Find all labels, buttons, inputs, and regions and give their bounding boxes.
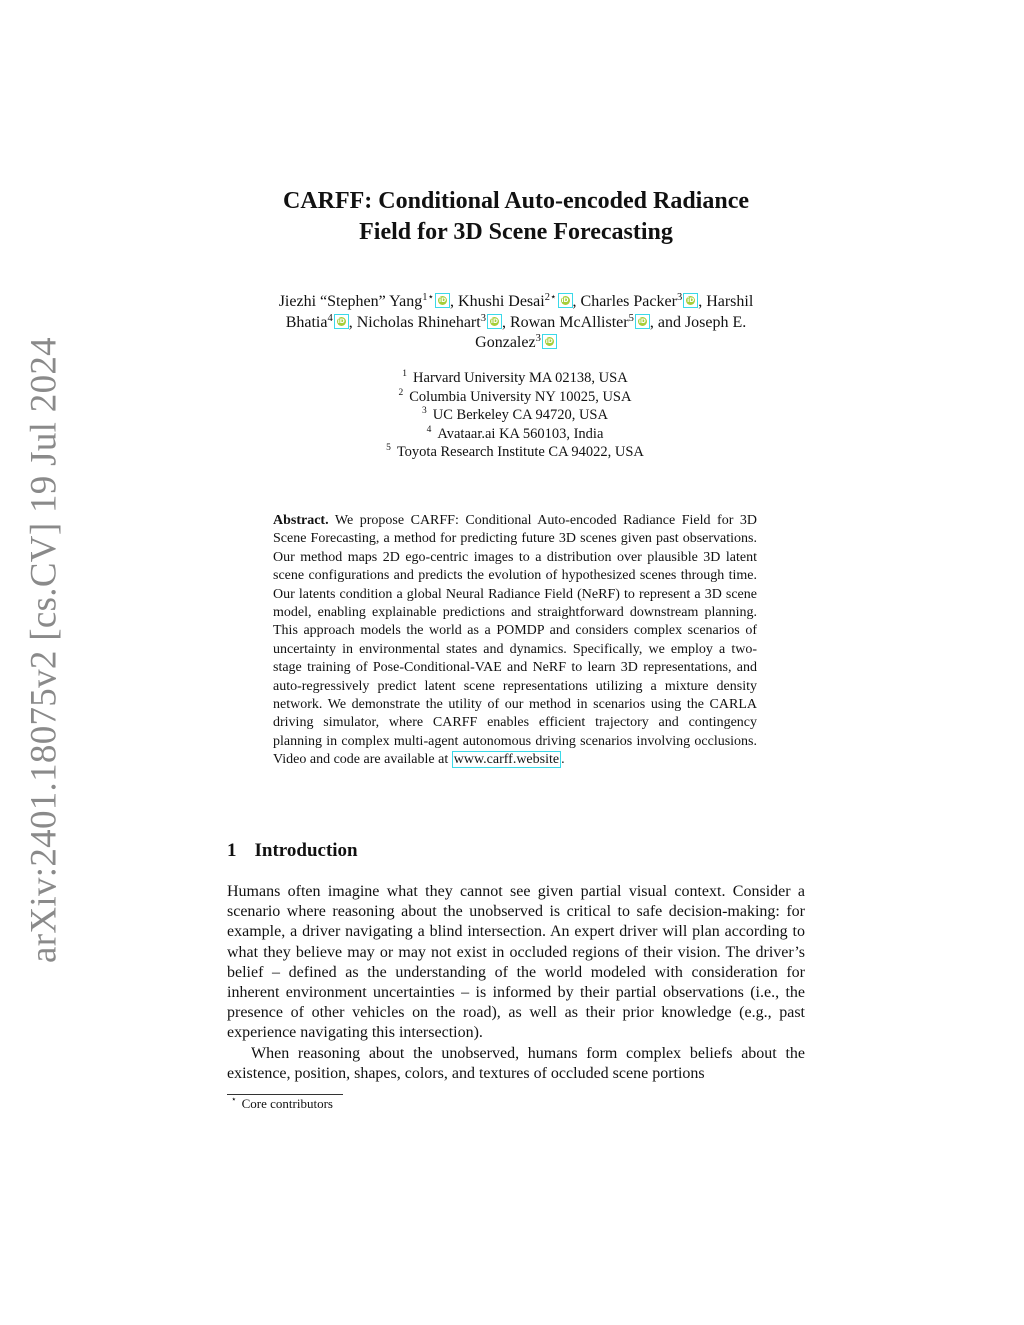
footnote <box>231 1096 333 1112</box>
orcid-label: iD <box>561 297 569 304</box>
orcid-icon[interactable] <box>635 314 650 329</box>
author-4-sup: 4 <box>327 312 333 324</box>
affiliation-text: UC Berkeley CA 94720, USA <box>432 407 608 423</box>
author-5: , Nicholas Rhinehart <box>348 313 481 331</box>
abstract-label: Abstract. <box>273 513 329 528</box>
affiliation-text: Columbia University NY 10025, USA <box>409 388 632 405</box>
abstract-end: . <box>561 752 565 768</box>
footnote-text: Core contributors <box>241 1096 333 1111</box>
author-2: , Khushi Desai <box>450 293 545 310</box>
title-line-1: CARFF: Conditional Auto-encoded Radiance <box>282 188 750 214</box>
affiliation <box>300 406 730 425</box>
section-title: Introduction <box>254 840 358 861</box>
author-list <box>236 292 796 354</box>
affiliation <box>300 388 730 407</box>
author-4: , Harshil <box>698 293 754 310</box>
affiliation-num: 1 <box>402 369 408 379</box>
author-4-cont: Bhatia <box>285 313 328 331</box>
affiliation-text: Avataar.ai KA 560103, India <box>437 425 604 442</box>
affiliation-num: 4 <box>426 424 432 435</box>
affiliation <box>300 425 730 444</box>
author-7-sup: 3 <box>535 333 541 344</box>
author-5-sup: 3 <box>480 312 486 324</box>
paragraph: Humans often imagine what they cannot see given partial visual context. Consider a scenario where reasoning about the unobserved is critical to safe decision-making: for example, a driver navigating a blind intersection. An expert driver will plan according to what they believe may or may not exist in occluded regions of their vision. The driver’s belief – defined as the understanding of the world modeled with consideration for inherent environment uncertainties – is informed by their partial observations (i.e., the presence of other vehicles on the road), as well as their prior knowledge (e.g., past experience navigating this intersection). <box>227 883 805 1042</box>
orcid-icon[interactable] <box>558 293 573 308</box>
orcid-label: iD <box>337 317 345 325</box>
author-6-sup: 5 <box>628 312 634 324</box>
author-2-sup: 2⋆ <box>544 292 557 303</box>
title-line-2: Field for 3D Scene Forecasting <box>359 219 673 245</box>
affiliation-text: Harvard University MA 02138, USA <box>413 370 628 386</box>
abstract <box>273 512 757 770</box>
affiliation-num: 3 <box>422 406 427 416</box>
website-link[interactable]: www.carff.website <box>453 752 560 768</box>
footnote-mark: ⋆ <box>231 1094 237 1104</box>
affiliation-text: Toyota Research Institute CA 94022, USA <box>396 444 644 460</box>
orcid-label: iD <box>638 317 646 325</box>
orcid-label: iD <box>439 297 447 304</box>
abstract-text: We propose CARFF: Conditional Auto-encoded Radiance Field for 3D Scene Forecasting, a method for predicting future 3D scenes given past observations. Our method maps 2D ego-centric images to a distribution over plausible 3D latent scene configurations and predicts the evolution of hypothesized scenes through time. Our latents condition a global Neural Radiance Field (NeRF) to represent a 3D scene model, enabling explainable predictions and straightforward downstream planning. This approach models the world as a POMDP and considers complex scenarios of uncertainty in environmental states and dynamics. Specifically, we employ a two-stage training of Pose-Conditional-VAE and NeRF to learn 3D representations, and auto-regressively predict latent scene representations utilizing a mixture density network. We demonstrate the utility of our method in scenarios using the CARLA driving simulator, where CARFF enables efficient trajectory and contingency planning in complex multi-agent autonomous driving scenarios involving occlusions. Video and code are available at <box>273 513 758 768</box>
author-6: , Rowan McAllister <box>501 313 629 331</box>
author-7-cont: Gonzalez <box>475 334 536 351</box>
orcid-icon[interactable] <box>683 293 698 308</box>
author-row-1 <box>236 292 796 313</box>
paper-title <box>226 186 806 248</box>
orcid-label: iD <box>490 317 498 325</box>
orcid-icon[interactable] <box>542 334 557 349</box>
paragraph: When reasoning about the unobserved, humans form complex beliefs about the existence, position, shapes, colors, and textures of occluded scene portions <box>227 1044 805 1082</box>
affiliation <box>300 443 730 462</box>
author-1-sup: 1⋆ <box>422 292 435 303</box>
orcid-icon[interactable] <box>334 314 349 329</box>
author-3-sup: 3 <box>676 292 683 303</box>
orcid-label: iD <box>545 338 553 345</box>
section-heading <box>227 840 358 862</box>
affiliations <box>300 369 730 462</box>
orcid-label: iD <box>687 297 695 304</box>
introduction-body <box>227 882 805 1084</box>
arxiv-id-text: arXiv:2401.18075v2 [cs.CV] 19 Jul 2024 <box>23 337 65 963</box>
orcid-icon[interactable] <box>487 314 502 329</box>
footnote-rule <box>227 1094 343 1095</box>
arxiv-identifier <box>22 337 66 963</box>
author-row-3 <box>236 333 796 354</box>
section-number: 1 <box>227 840 237 861</box>
author-7: , and Joseph E. <box>649 313 747 331</box>
author-row-2 <box>236 313 796 334</box>
affiliation-num: 2 <box>398 387 404 398</box>
affiliation <box>300 369 730 388</box>
affiliation-num: 5 <box>386 443 391 453</box>
author-3: , Charles Packer <box>572 293 677 310</box>
author-1: Jiezhi “Stephen” Yang <box>278 293 423 310</box>
orcid-icon[interactable] <box>435 293 450 308</box>
